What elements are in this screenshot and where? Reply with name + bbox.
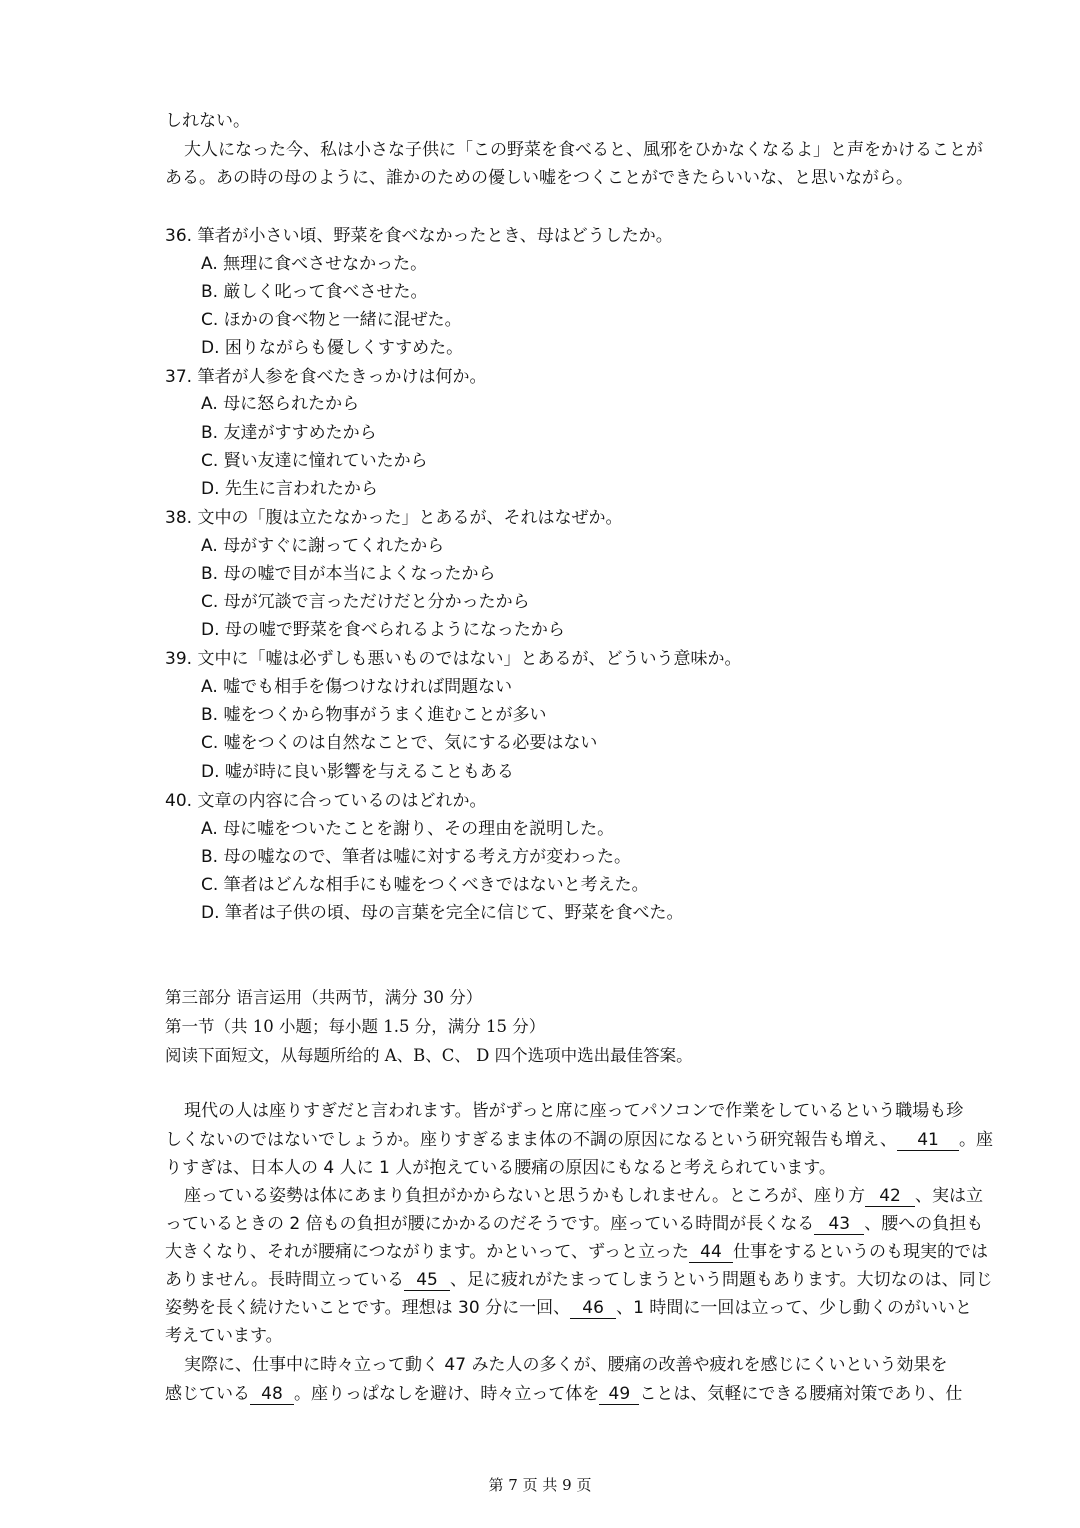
cloze-text: 仕事をするというのも現実的では — [732, 1242, 988, 1262]
question-36-option-c: C. ほかの食べ物と一緒に混ぜた。 — [201, 310, 462, 330]
passage-line: しれない。 — [165, 111, 250, 131]
cloze-line — [165, 1129, 993, 1151]
question-39-option-d: D. 嘘が時に良い影響を与えることもある — [201, 762, 514, 782]
section-instruction: 阅读下面短文，从每题所给的 A、B、C、 D 四个选项中选出最佳答案。 — [165, 1046, 693, 1065]
cloze-blank-48[interactable]: 48 — [250, 1384, 294, 1405]
question-37-option-b: B. 友達がすすめたから — [201, 423, 377, 443]
cloze-blank-45[interactable]: 45 — [404, 1270, 450, 1291]
question-38-option-d: D. 母の嘘で野菜を食べられるようになったから — [201, 620, 565, 640]
page-number: 第 7 页 共 9 页 — [488, 1476, 592, 1494]
cloze-line — [165, 1269, 993, 1291]
question-39-option-b: B. 嘘をつくから物事がうまく進むことが多い — [201, 705, 547, 725]
cloze-text: 、足に疲れがたまってしまうという問題もあります。大切なのは、同じ — [450, 1270, 993, 1290]
cloze-blank-42[interactable]: 42 — [865, 1186, 915, 1207]
passage-line: ある。あの時の母のように、誰かのための優しい嘘をつくことができたらいいな、と思いながら。 — [165, 168, 913, 188]
question-39-option-c: C. 嘘をつくのは自然なことで、気にする必要はない — [201, 733, 598, 753]
question-37-option-c: C. 賢い友達に憧れていたから — [201, 451, 428, 471]
cloze-text: 座っている姿勢は体にあまり負担がかからないと思うかもしれません。ところが、座り方 — [184, 1186, 866, 1206]
cloze-text: 、1 時間に一回は立って、少し動くのがいいと — [616, 1298, 972, 1318]
question-37-stem: 37. 筆者が人参を食べたきっかけは何か。 — [165, 367, 487, 387]
question-40-option-c: C. 筆者はどんな相手にも嘘をつくべきではないと考えた。 — [201, 875, 649, 895]
cloze-blank-43[interactable]: 43 — [814, 1214, 864, 1235]
cloze-line — [165, 1241, 988, 1263]
cloze-blank-44[interactable]: 44 — [689, 1242, 733, 1263]
question-36-stem: 36. 筆者が小さい頃、野菜を食べなかったとき、母はどうしたか。 — [165, 226, 673, 246]
cloze-text: 大きくなり、それが腰痛につながります。かといって、ずっと立った — [165, 1242, 689, 1262]
question-38-option-c: C. 母が冗談で言っただけだと分かったから — [201, 592, 530, 612]
cloze-text: 、腰への負担も — [864, 1214, 984, 1234]
cloze-text: 、実は立 — [915, 1186, 984, 1206]
question-37-option-a: A. 母に怒られたから — [201, 394, 360, 414]
question-40-stem: 40. 文章の内容に合っているのはどれか。 — [165, 791, 487, 811]
question-39-option-a: A. 嘘でも相手を傷つけなければ問題ない — [201, 677, 513, 697]
section-part-title: 第三部分 语言运用（共两节，满分 30 分） — [165, 988, 483, 1007]
question-37-option-d: D. 先生に言われたから — [201, 479, 378, 499]
question-40-option-a: A. 母に嘘をついたことを謝り、その理由を説明した。 — [201, 819, 615, 839]
question-36-option-b: B. 厳しく叱って食べさせた。 — [201, 282, 428, 302]
cloze-text: 感じている — [165, 1384, 250, 1404]
question-38-option-b: B. 母の嘘で目が本当によくなったから — [201, 564, 496, 584]
cloze-line — [184, 1185, 983, 1207]
cloze-line — [165, 1297, 972, 1319]
passage-line: 大人になった今、私は小さな子供に「この野菜を食べると、風邪をひかなくなるよ」と声をかけることが — [184, 140, 983, 160]
question-38-stem: 38. 文中の「腹は立たなかった」とあるが、それはなぜか。 — [165, 508, 623, 528]
cloze-text: ことは、気軽にできる腰痛対策であり、仕 — [639, 1384, 963, 1404]
cloze-blank-46[interactable]: 46 — [570, 1298, 616, 1319]
cloze-text: ありません。長時間立っている — [165, 1270, 405, 1290]
cloze-line: りすぎは、日本人の 4 人に 1 人が抱えている腰痛の原因にもなると考えられています。 — [165, 1158, 836, 1178]
cloze-line — [165, 1213, 983, 1235]
section-sub-title: 第一节（共 10 小题；每小题 1.5 分，满分 15 分） — [165, 1017, 546, 1036]
cloze-blank-41[interactable]: 41 — [897, 1130, 959, 1151]
cloze-line — [165, 1383, 962, 1405]
question-38-option-a: A. 母がすぐに謝ってくれたから — [201, 536, 445, 556]
cloze-blank-49[interactable]: 49 — [599, 1384, 639, 1405]
cloze-text: 姿勢を長く続けたいことです。理想は 30 分に一回、 — [165, 1298, 571, 1318]
question-36-option-d: D. 困りながらも優しくすすめた。 — [201, 338, 464, 358]
cloze-line: 現代の人は座りすぎだと言われます。皆がずっと席に座ってパソコンで作業をしているという職場も珍 — [184, 1101, 964, 1121]
cloze-text: 。座 — [959, 1130, 994, 1150]
cloze-text: っているときの 2 倍もの負担が腰にかかるのだそうです。座っている時間が長くなる — [165, 1214, 815, 1234]
question-36-option-a: A. 無理に食べさせなかった。 — [201, 254, 428, 274]
question-39-stem: 39. 文中に「嘘は必ずしも悪いものではない」とあるが、どういう意味か。 — [165, 649, 742, 669]
question-40-option-d: D. 筆者は子供の頃、母の言葉を完全に信じて、野菜を食べた。 — [201, 903, 684, 923]
cloze-line: 考えています。 — [165, 1326, 283, 1346]
cloze-line: 実際に、仕事中に時々立って動く 47 みた人の多くが、腰痛の改善や疲れを感じにくいという効果を — [184, 1355, 948, 1375]
cloze-text: しくないのではないでしょうか。座りすぎるまま体の不調の原因になるという研究報告も増え、 — [165, 1130, 898, 1150]
cloze-text: 。座りっぱなしを避け、時々立って体を — [294, 1384, 600, 1404]
question-40-option-b: B. 母の嘘なので、筆者は嘘に対する考え方が変わった。 — [201, 847, 631, 867]
